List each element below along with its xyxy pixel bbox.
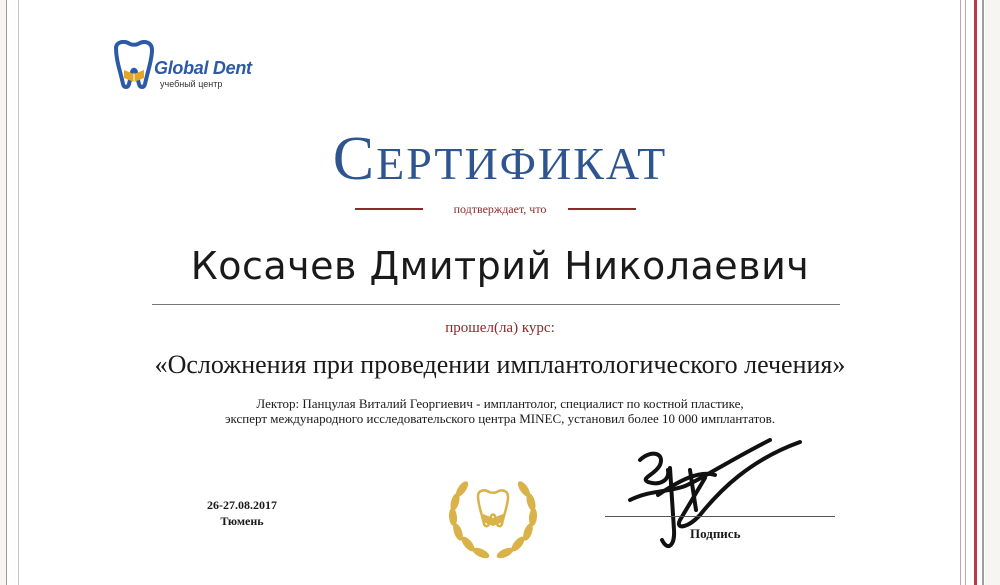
global-dent-logo xyxy=(110,40,290,95)
frame-right-gray-line xyxy=(982,0,984,585)
recipient-name: Косачев Дмитрий Николаевич xyxy=(190,244,810,288)
name-underline xyxy=(152,304,840,305)
course-date: 26-27.08.2017 xyxy=(207,498,277,512)
frame-right-double-line xyxy=(960,0,966,585)
logo-name: Global Dent xyxy=(154,58,252,78)
certificate-title xyxy=(0,125,1000,195)
lecturer-info xyxy=(0,396,1000,426)
logo-subtitle: учебный центр xyxy=(160,79,223,89)
lecturer-line-2: эксперт международного исследовательского центра MINEC, установил более 10 000 имплантатов. xyxy=(224,411,776,426)
course-title: «Осложнения при проведении имплантологического лечения» xyxy=(154,350,846,379)
title-rest: ЕРТИФИКАТ xyxy=(376,138,668,189)
lecturer-line-1: Лектор: Панцулая Виталий Георгиевич - имплантолог, специалист по костной пластике, xyxy=(256,396,744,411)
signature-line xyxy=(605,516,835,517)
date-place xyxy=(196,497,288,529)
course-city: Тюмень xyxy=(220,514,264,528)
passed-course-label: прошел(ла) курс: xyxy=(445,320,555,336)
tooth-book-icon xyxy=(110,40,158,92)
signature-label: Подпись xyxy=(690,526,741,541)
frame-right-red-line xyxy=(974,0,977,585)
ornament-line-right xyxy=(568,208,636,210)
laurel-wreath-icon xyxy=(438,462,548,572)
title-initial: С xyxy=(332,125,377,193)
frame-left-line xyxy=(18,0,19,585)
confirms-text: подтверждает, что xyxy=(453,202,547,216)
